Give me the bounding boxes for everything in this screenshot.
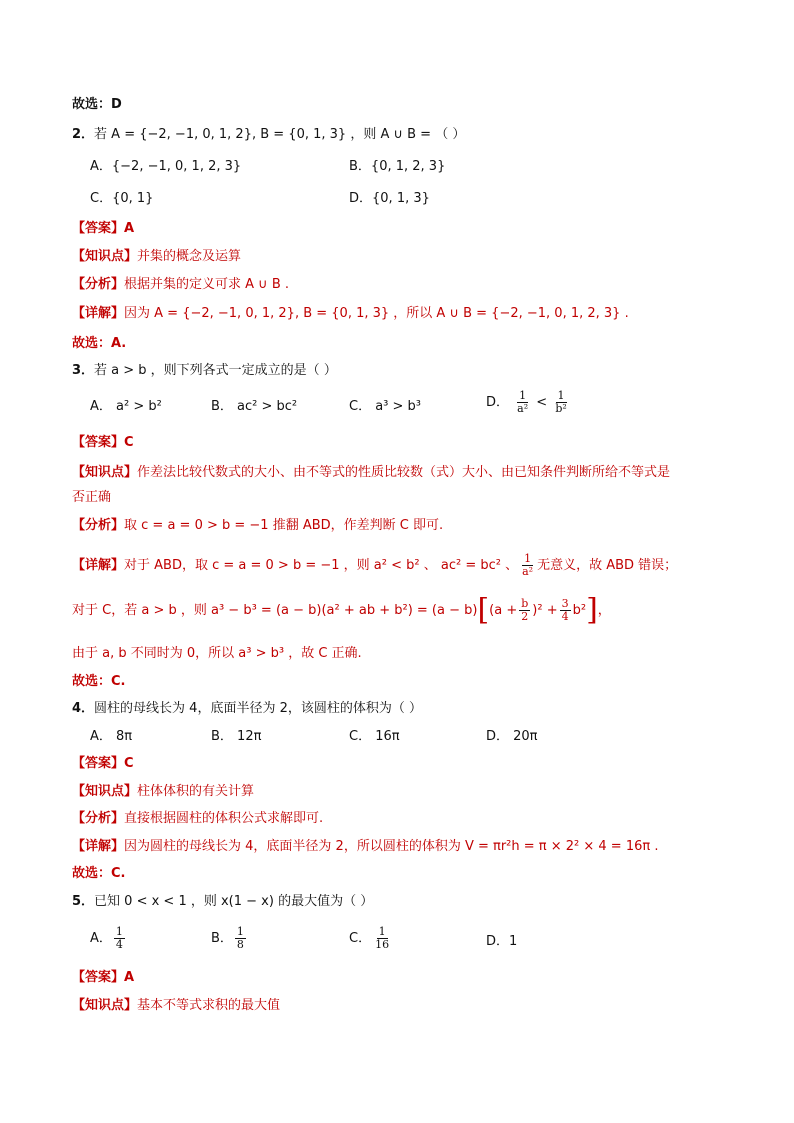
q5-b-fraction: $\frac{1}{8}$	[236, 925, 244, 951]
q5-option-c: C． $\frac{1}{16}$	[349, 925, 390, 951]
q5-option-d: D．1	[486, 934, 518, 949]
question-5-stem: 5．已知 0 < x < 1 ，则 x(1 − x) 的最大值为（ ）	[72, 894, 374, 909]
q3-detail-fraction: $\frac{1}{\text{a²}}$	[522, 552, 534, 578]
q2-option-a: A．{−2, −1, 0, 1, 2, 3}	[90, 159, 242, 174]
q2-option-d: D．{0, 1, 3}	[349, 191, 430, 206]
q4-choice: 故选：C.	[72, 866, 126, 881]
q5-option-b: B． $\frac{1}{8}$	[211, 925, 244, 951]
q3-analysis: 【分析】取 c = a = 0 > b = −1 推翻 ABD，作差判断 C 即可.	[72, 518, 444, 533]
q4-option-c: C． 16π	[349, 729, 400, 744]
q3-detail: 【详解】对于 ABD，取 c = a = 0 > b = −1 ，则 a² < b² 、 ac² = bc² 、 $\frac{1}{\text{a²}}$ 无意义，故 ABD 错误；	[72, 552, 678, 578]
q3-knowledge-point: 【知识点】作差法比较代数式的大小、由不等式的性质比较数（式）大小、由已知条件判断所给不等式是	[72, 465, 671, 480]
q5-a-fraction: $\frac{1}{4}$	[115, 925, 123, 951]
q4-option-b: B． 12π	[211, 729, 262, 744]
q4-option-d: D． 20π	[486, 729, 538, 744]
q2-option-b: B．{0, 1, 2, 3}	[349, 159, 446, 174]
q3-option-d: D． $\frac{1}{\text{a²}}$ < $\frac{1}{\text{b²}}$	[486, 389, 567, 415]
previous-answer-choice: 故选：D	[72, 97, 122, 112]
q3-answer: 【答案】C	[72, 435, 134, 450]
question-3-stem: 3．若 a > b ，则下列各式一定成立的是（ ）	[72, 363, 337, 378]
q2-option-c: C．{0, 1}	[90, 191, 154, 206]
q4-analysis: 【分析】直接根据圆柱的体积公式求解即可.	[72, 811, 324, 826]
q4-option-a: A． 8π	[90, 729, 133, 744]
q3-option-b: B． ac² > bc²	[211, 399, 298, 414]
q4-answer: 【答案】C	[72, 756, 134, 771]
question-4-stem: 4．圆柱的母线长为 4，底面半径为 2，该圆柱的体积为（ ）	[72, 701, 422, 716]
q5-option-a: A． $\frac{1}{4}$	[90, 925, 123, 951]
q2-answer: 【答案】A	[72, 221, 135, 236]
q5-answer: 【答案】A	[72, 970, 135, 985]
q3-d-fraction-1: $\frac{1}{\text{a²}}$	[517, 389, 529, 415]
q3-detail-c: 对于 C，若 a > b ，则 a³ − b³ = (a − b)(a² + ab + b²) = (a − b)[(a + $\frac{b}{2}$ )² + $\frac{3}{4}$ b²]，	[72, 592, 611, 628]
q2-knowledge-point: 【知识点】并集的概念及运算	[72, 249, 242, 264]
q5-c-fraction: $\frac{1}{16}$	[375, 925, 390, 951]
q3-knowledge-point-cont: 否正确	[72, 490, 112, 505]
q3-detail-conclusion: 由于 a, b 不同时为 0，所以 a³ > b³ ，故 C 正确.	[72, 646, 362, 661]
q3-option-c: C． a³ > b³	[349, 399, 422, 414]
q3-c-fraction-2: $\frac{3}{4}$	[561, 597, 569, 623]
q3-option-a: A． a² > b²	[90, 399, 162, 414]
q3-choice: 故选：C.	[72, 674, 126, 689]
q2-detail: 【详解】因为 A = {−2, −1, 0, 1, 2}, B = {0, 1, 3} ，所以 A ∪ B = {−2, −1, 0, 1, 2, 3} .	[72, 306, 629, 321]
q2-analysis: 【分析】根据并集的定义可求 A ∪ B .	[72, 277, 290, 292]
q3-d-fraction-2: $\frac{1}{\text{b²}}$	[555, 389, 567, 415]
q3-c-fraction-1: $\frac{b}{2}$	[521, 597, 529, 623]
q5-knowledge-point: 【知识点】基本不等式求积的最大值	[72, 998, 281, 1013]
q4-knowledge-point: 【知识点】柱体体积的有关计算	[72, 784, 255, 799]
question-2-stem: 2．若 A = {−2, −1, 0, 1, 2}, B = {0, 1, 3} ，则 A ∪ B = （ ）	[72, 127, 466, 142]
q2-choice: 故选：A.	[72, 336, 127, 351]
q4-detail: 【详解】因为圆柱的母线长为 4，底面半径为 2，所以圆柱的体积为 V = πr²h = π × 2² × 4 = 16π .	[72, 839, 659, 854]
